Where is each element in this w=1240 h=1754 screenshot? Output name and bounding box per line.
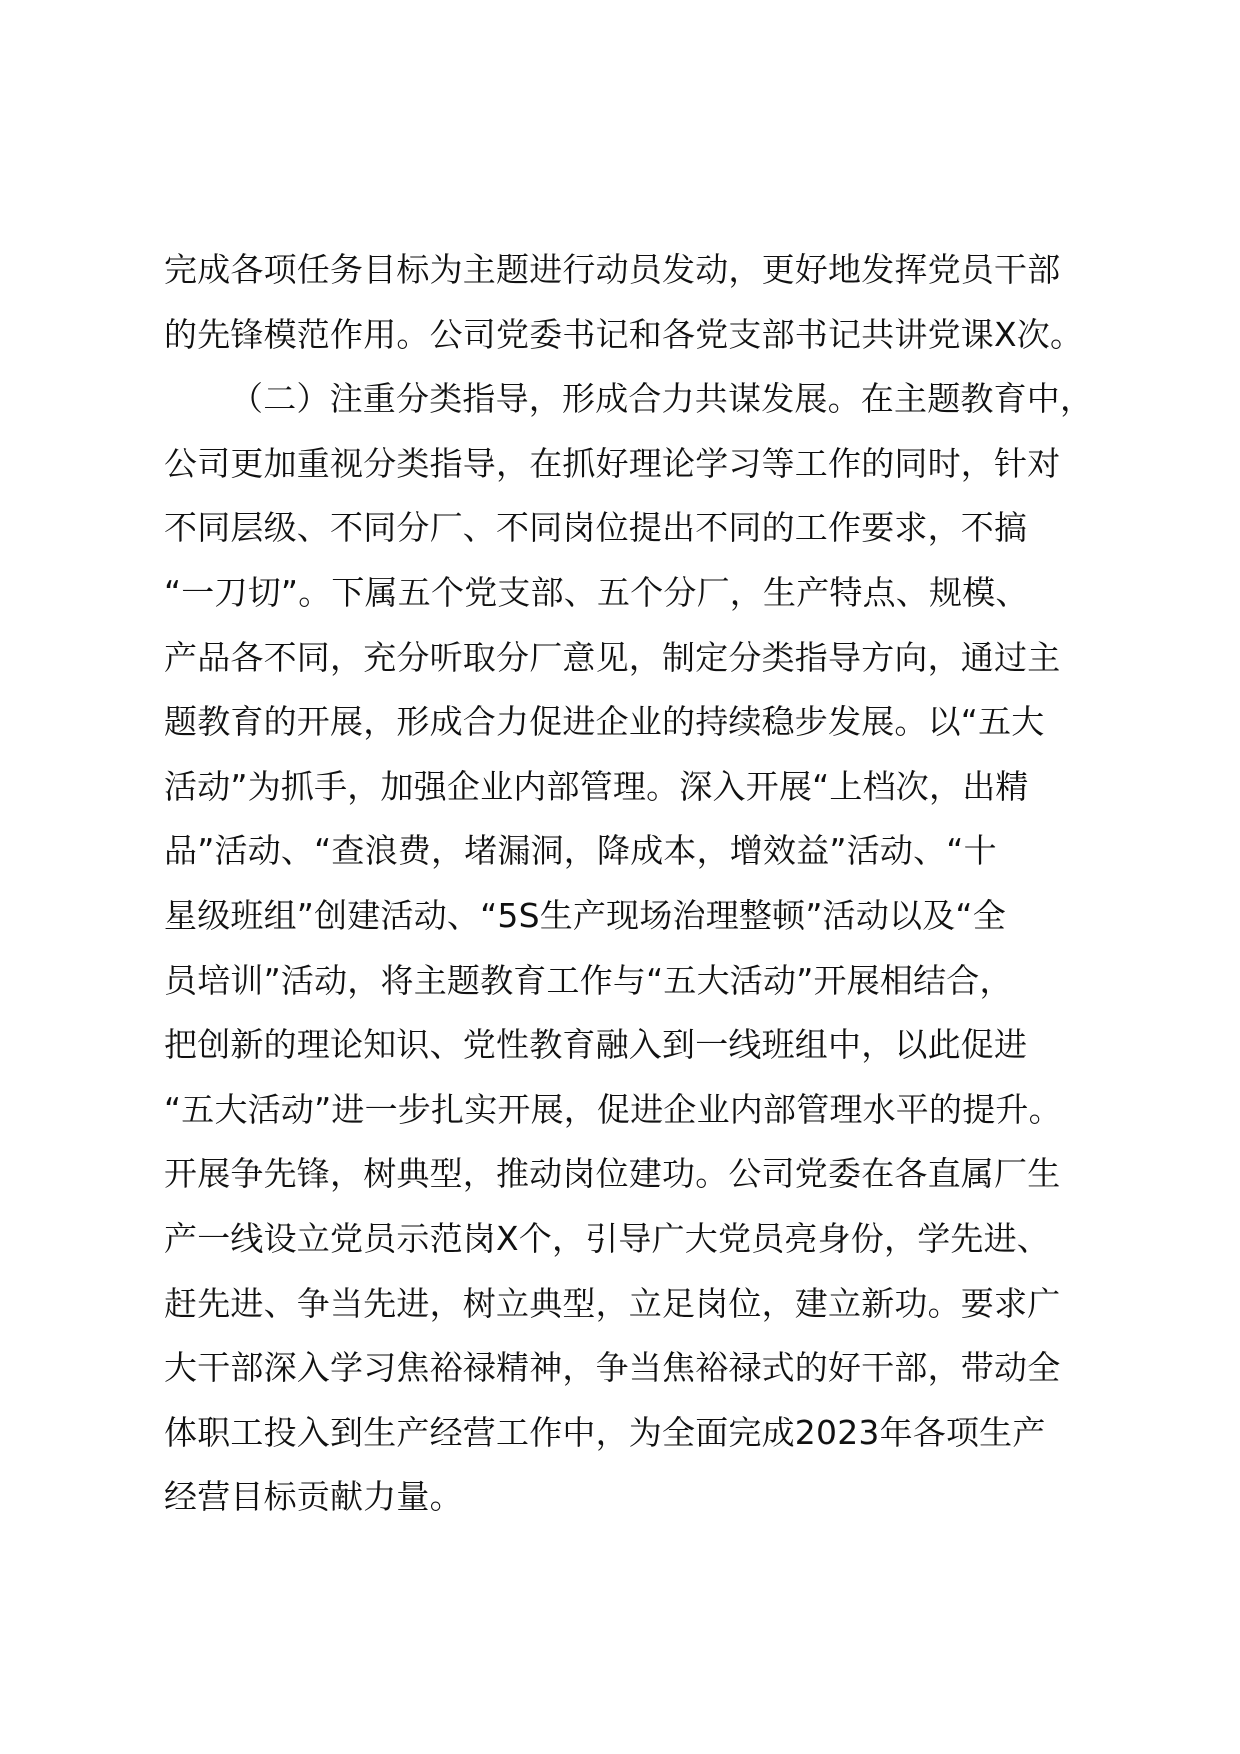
text-line: 品”活动、“查浪费，堵漏洞，降成本，增效益”活动、“十	[164, 831, 997, 871]
text-line: 产品各不同，充分听取分厂意见，制定分类指导方向，通过主	[164, 637, 1061, 677]
text-line: 的先锋模范作用。公司党委书记和各党支部书记共讲党课X次。	[164, 314, 1084, 354]
text-line: 大干部深入学习焦裕禄精神，争当焦裕禄式的好干部，带动全	[164, 1348, 1061, 1388]
text-line: 星级班组”创建活动、“5S生产现场治理整顿”活动以及“全	[164, 895, 1006, 935]
text-line: 经营目标贡献力量。	[164, 1477, 463, 1517]
text-line: “一刀切”。下属五个党支部、五个分厂，生产特点、规模、	[164, 572, 1029, 612]
section-heading-line: （二）注重分类指导，形成合力共谋发展。在主题教育中，	[230, 379, 1094, 419]
text-line: 活动”为抓手，加强企业内部管理。深入开展“上档次，出精	[164, 766, 1029, 806]
text-line: 赶先进、争当先进，树立典型，立足岗位，建立新功。要求广	[164, 1283, 1061, 1323]
text-line: 开展争先锋，树典型，推动岗位建功。公司党委在各直属厂生	[164, 1154, 1061, 1194]
text-line: 产一线设立党员示范岗X个，引导广大党员亮身份，学先进、	[164, 1218, 1051, 1258]
text-line: 完成各项任务目标为主题进行动员发动，更好地发挥党员干部	[164, 250, 1061, 289]
text-line: 员培训”活动，将主题教育工作与“五大活动”开展相结合，	[164, 960, 1013, 1000]
text-line: 把创新的理论知识、党性教育融入到一线班组中，以此促进	[164, 1025, 1028, 1065]
body-text	[164, 238, 1124, 1530]
text-line: 题教育的开展，形成合力促进企业的持续稳步发展。以“五大	[164, 702, 1045, 742]
text-line: “五大活动”进一步扎实开展，促进企业内部管理水平的提升。	[164, 1089, 1062, 1129]
text-line: 体职工投入到生产经营工作中，为全面完成2023年各项生产	[164, 1412, 1046, 1452]
text-line: 不同层级、不同分厂、不同岗位提出不同的工作要求，不搞	[164, 508, 1028, 548]
text-line: 公司更加重视分类指导，在抓好理论学习等工作的同时，针对	[164, 443, 1061, 483]
